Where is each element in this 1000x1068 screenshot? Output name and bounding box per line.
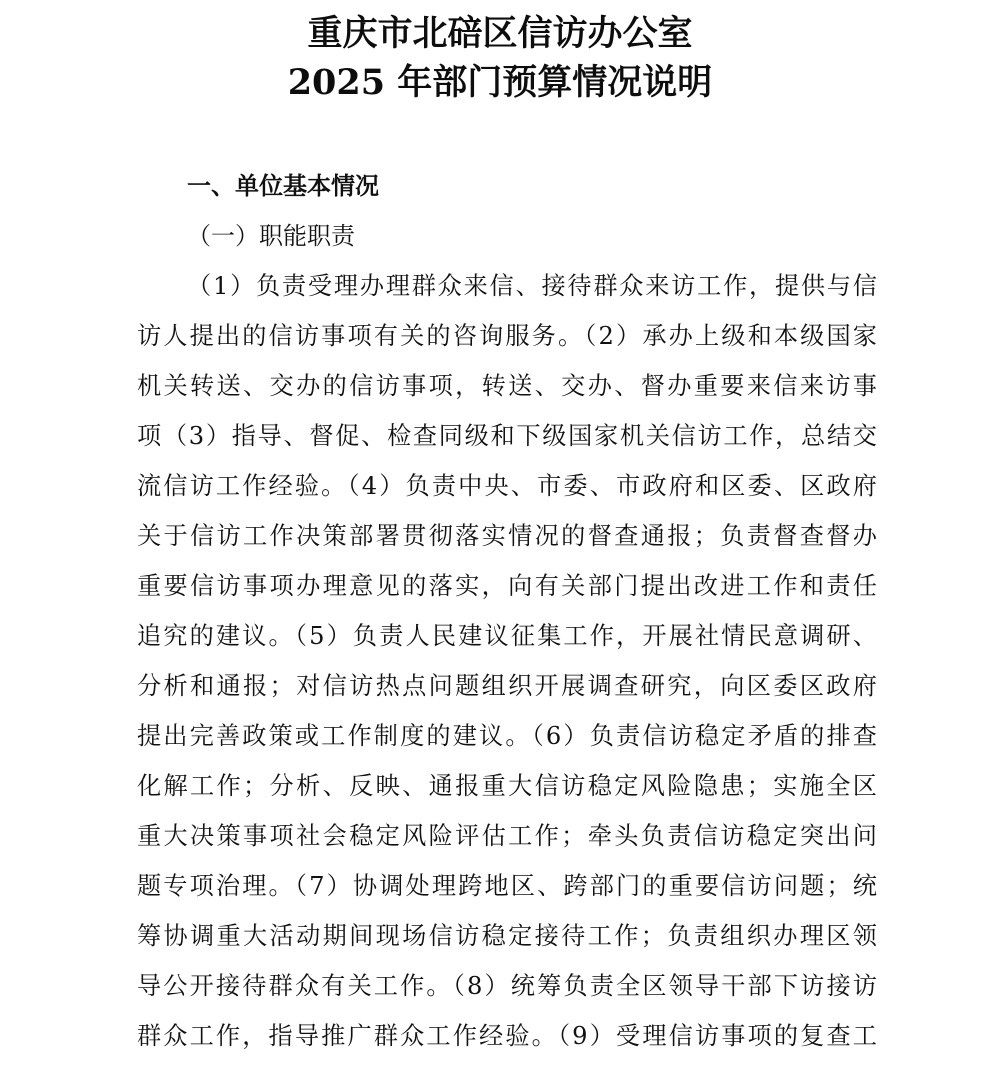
- body-line: 访人提出的信访事项有关的咨询服务。（2）承办上级和本级国家: [137, 322, 877, 350]
- body-line: （1）负责受理办理群众来信、接待群众来访工作，提供与信: [187, 272, 877, 300]
- body-line: 重大决策事项社会稳定风险评估工作；牵头负责信访稳定突出问: [137, 822, 877, 850]
- body-line: 导公开接待群众有关工作。（8）统筹负责全区领导干部下访接访: [137, 972, 877, 1000]
- body-line: 群众工作，指导推广群众工作经验。（9）受理信访事项的复查工: [137, 1022, 877, 1050]
- body-line: 重要信访事项办理意见的落实，向有关部门提出改进工作和责任: [137, 572, 877, 600]
- section-heading: 一、单位基本情况: [187, 172, 379, 200]
- body-line: 分析和通报；对信访热点问题组织开展调查研究，向区委区政府: [137, 672, 877, 700]
- document-title-line-2: 2025 年部门预算情况说明: [287, 62, 713, 103]
- body-line: 化解工作；分析、反映、通报重大信访稳定风险隐患；实施全区: [137, 772, 877, 800]
- body-line: 筹协调重大活动期间现场信访稳定接待工作；负责组织办理区领: [137, 922, 877, 950]
- body-line: 项（3）指导、督促、检查同级和下级国家机关信访工作，总结交: [137, 422, 877, 450]
- subsection-heading: （一）职能职责: [187, 222, 355, 250]
- document-title-line-1: 重庆市北碚区信访办公室: [307, 13, 693, 54]
- body-line: 关于信访工作决策部署贯彻落实情况的督查通报；负责督查督办: [137, 522, 877, 550]
- body-line: 提出完善政策或工作制度的建议。（6）负责信访稳定矛盾的排查: [137, 722, 877, 750]
- body-line: 追究的建议。（5）负责人民建议征集工作，开展社情民意调研、: [137, 622, 877, 650]
- body-line: 机关转送、交办的信访事项，转送、交办、督办重要来信来访事: [137, 372, 877, 400]
- body-line: 流信访工作经验。（4）负责中央、市委、市政府和区委、区政府: [137, 472, 877, 500]
- body-line: 题专项治理。（7）协调处理跨地区、跨部门的重要信访问题；统: [137, 872, 877, 900]
